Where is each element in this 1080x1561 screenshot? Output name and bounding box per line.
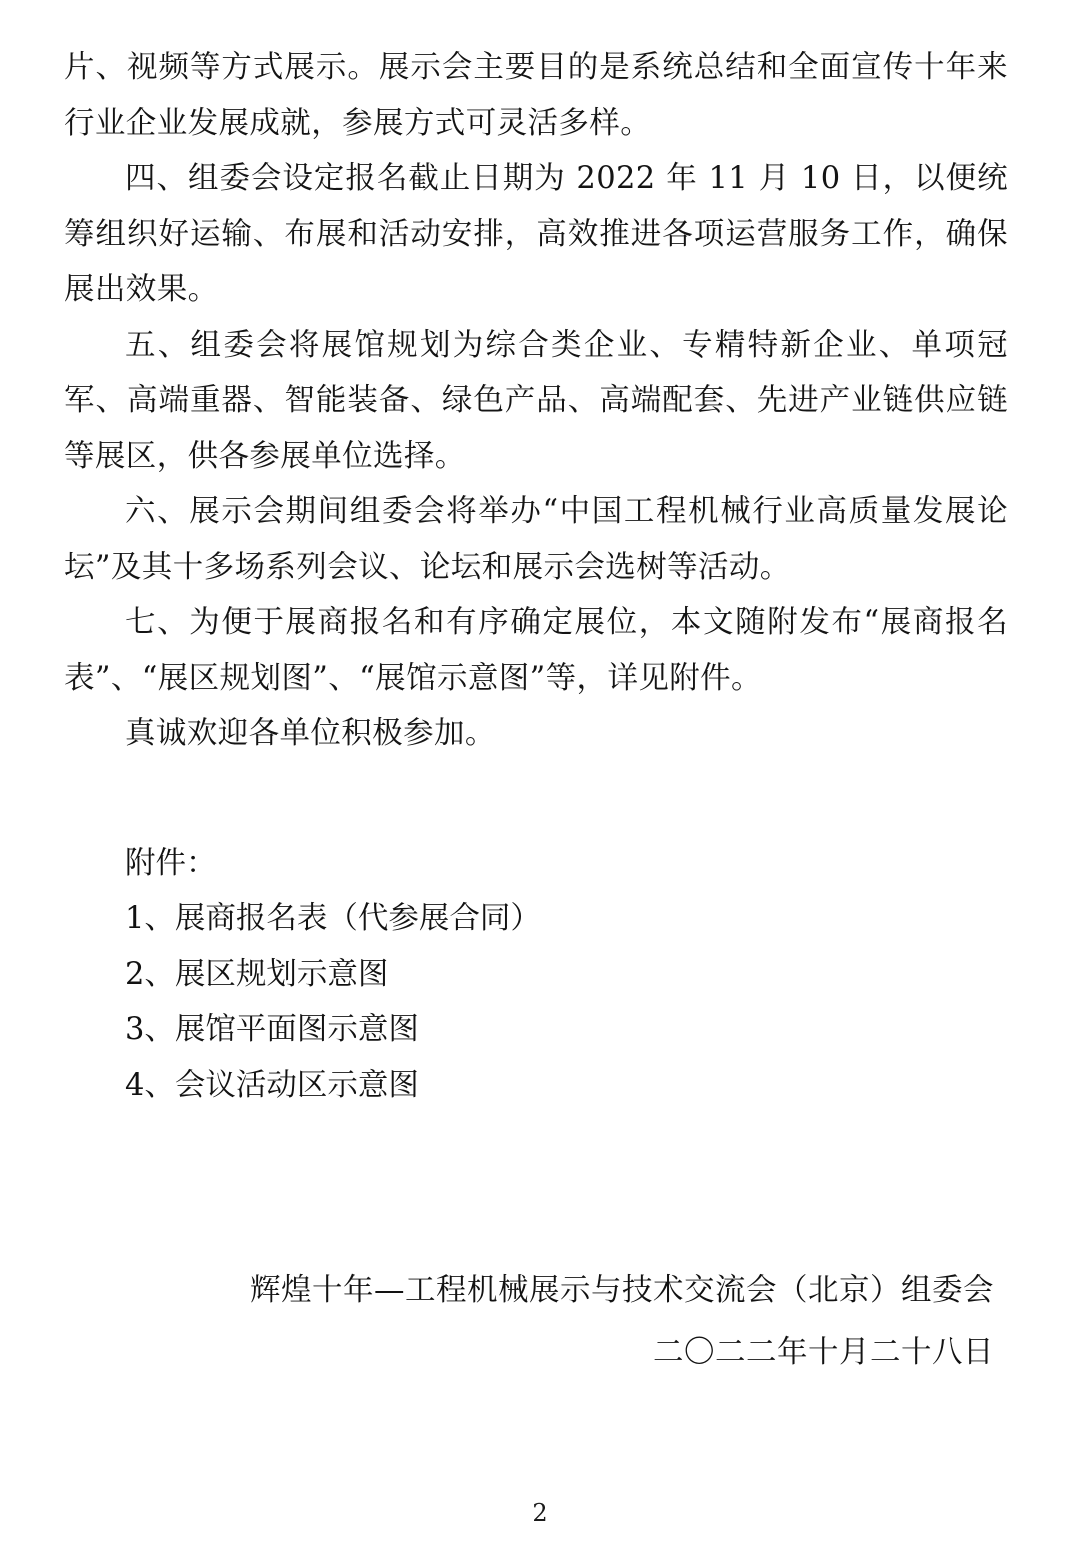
attachment-item-2: 2、展区规划示意图	[125, 956, 389, 992]
attachment-item-4: 4、会议活动区示意图	[125, 1067, 419, 1103]
document-body	[64, 40, 1008, 762]
attachment-item-3: 3、展馆平面图示意图	[125, 1012, 419, 1047]
attachments-title: 附件：	[125, 845, 217, 881]
signature-date: 二〇二二年十月二十八日	[653, 1334, 994, 1370]
paragraph-welcome: 真诚欢迎各单位积极参加。	[125, 716, 496, 751]
page-number: 2	[532, 1499, 548, 1527]
paragraph-item-5: 五、组委会将展馆规划为综合类企业、专精特新企业、单项冠军、高端重器、智能装备、绿色产品、高端配套、先进产业链供应链等展区，供各参展单位选择。	[64, 327, 1008, 474]
paragraph-item-6: 六、展示会期间组委会将举办“中国工程机械行业高质量发展论坛”及其十多场系列会议、论坛和展示会选树等活动。	[64, 494, 1008, 585]
signature-organization: 辉煌十年—工程机械展示与技术交流会（北京）组委会	[250, 1273, 994, 1308]
signature-block	[64, 1263, 1008, 1380]
paragraph-item-4: 四、组委会设定报名截止日期为 2022 年 11 月 10 日，以便统筹组织好运输、布展和活动安排，高效推进各项运营服务工作，确保展出效果。	[64, 161, 1008, 307]
paragraph-continued: 片、视频等方式展示。展示会主要目的是系统总结和全面宣传十年来行业企业发展成就，参展方式可灵活多样。	[64, 50, 1008, 141]
paragraph-item-7: 七、为便于展商报名和有序确定展位，本文随附发布“展商报名表”、“展区规划图”、“展馆示意图”等，详见附件。	[64, 605, 1008, 696]
attachments-section	[64, 836, 1008, 1114]
attachment-item-1: 1、展商报名表（代参展合同）	[125, 901, 541, 936]
